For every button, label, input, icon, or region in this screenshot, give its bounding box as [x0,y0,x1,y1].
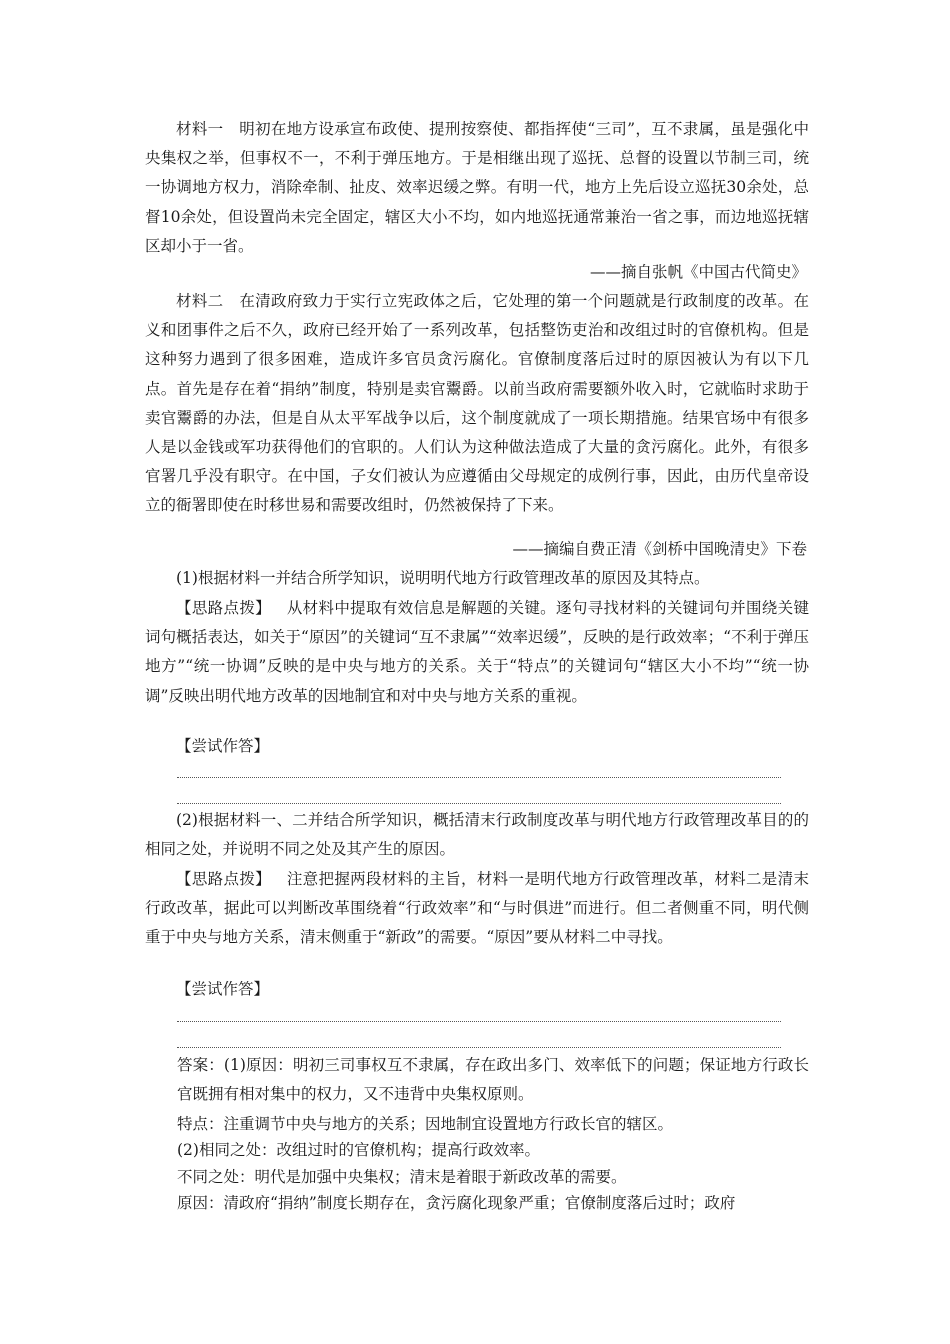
hint-label: 【思路点拨】 [176,599,271,617]
material-two [145,287,809,521]
answer-two-difference: 不同之处：明代是加强中央集权；清末是着眼于新政改革的需要。 [177,1168,627,1186]
answer-line[interactable] [177,803,781,804]
hint-text: 注意把握两段材料的主旨，材料一是明代地方行政管理改革，材料二是清末行政改革，据此可以判断改革围绕着“行政效率”和“与时俱进”而进行。但二者侧重不同，明代侧重于中央与地方关系，清末侧重于“新政”的需要。“原因”要从材料二中寻找。 [145,870,809,947]
question-one: (1)根据材料一并结合所学知识，说明明代地方行政管理改革的原因及其特点。 [176,569,710,587]
material-one-label: 材料一 [176,120,224,138]
material-two-source: ——摘编自费正清《剑桥中国晚清史》下卷 [512,540,807,558]
answer-two-similarity: (2)相同之处：改组过时的官僚机构；提高行政效率。 [177,1141,540,1159]
answer-one-features: 特点：注重调节中央与地方的关系；因地制宜设置地方行政长官的辖区。 [177,1115,674,1133]
question-two: (2)根据材料一、二并结合所学知识，概括清末行政制度改革与明代地方行政管理改革目的的相同之处，并说明不同之处及其产生的原因。 [145,811,809,859]
question-one-try-label: 【尝试作答】 [176,737,270,755]
question-two-try-label: 【尝试作答】 [176,980,270,998]
answer-line[interactable] [177,1021,781,1022]
answer-line[interactable] [177,1047,781,1048]
material-one-source: ——摘自张帆《中国古代简史》 [589,263,807,281]
question-two-hint [145,865,809,953]
answer-line[interactable] [177,777,781,778]
material-one-text: 明初在地方设承宣布政使、提刑按察使、都指挥使“三司”，互不隶属，虽是强化中央集权之举，但事权不一，不利于弹压地方。于是相继出现了巡抚、总督的设置以节制三司，统一协调地方权力，消除牵制、扯皮、效率迟缓之弊。有明一代，地方上先后设立巡抚30余处，总督10余处，但设置尚未完全固定，辖区大小不均，如内地巡抚通常兼治一省之事，而边地巡抚辖区却小于一省。 [145,120,809,255]
material-two-label: 材料二 [176,292,224,310]
answer-one: 答案：(1)原因：明初三司事权互不隶属，存在政出多门、效率低下的问题；保证地方行政长官既拥有相对集中的权力，又不违背中央集权原则。 [177,1056,809,1104]
material-two-text: 在清政府致力于实行立宪政体之后，它处理的第一个问题就是行政制度的改革。在义和团事件之后不久，政府已经开始了一系列改革，包括整饬吏治和改组过时的官僚机构。但是这种努力遇到了很多困难，造成许多官员贪污腐化。官僚制度落后过时的原因被认为有以下几点。首先是存在着“捐纳”制度，特别是卖官鬻爵。以前当政府需要额外收入时，它就临时求助于卖官鬻爵的办法，但是自从太平军战争以后，这个制度就成了一项长期措施。结果官场中有很多人是以金钱或军功获得他们的官职的。人们认为这种做法造成了大量的贪污腐化。此外，有很多官署几乎没有职守。在中国，子女们被认为应遵循由父母规定的成例行事，因此，由历代皇帝设立的衙署即使在时移世易和需要改组时，仍然被保持了下来。 [145,292,809,515]
material-one [145,115,809,261]
hint-text: 从材料中提取有效信息是解题的关键。逐句寻找材料的关键词句并围绕关键词句概括表达，如关于“原因”的关键词“互不隶属”“效率迟缓”，反映的是行政效率；“不利于弹压地方”“统一协调”反映的是中央与地方的关系。关于“特点”的关键词句“辖区大小不均”“统一协调”反映出明代地方改革的因地制宜和对中央与地方关系的重视。 [145,599,809,705]
answer-two-reason: 原因：清政府“捐纳”制度长期存在，贪污腐化现象严重；官僚制度落后过时；政府 [177,1194,736,1212]
hint-label: 【思路点拨】 [176,870,271,888]
question-one-hint [145,594,809,711]
